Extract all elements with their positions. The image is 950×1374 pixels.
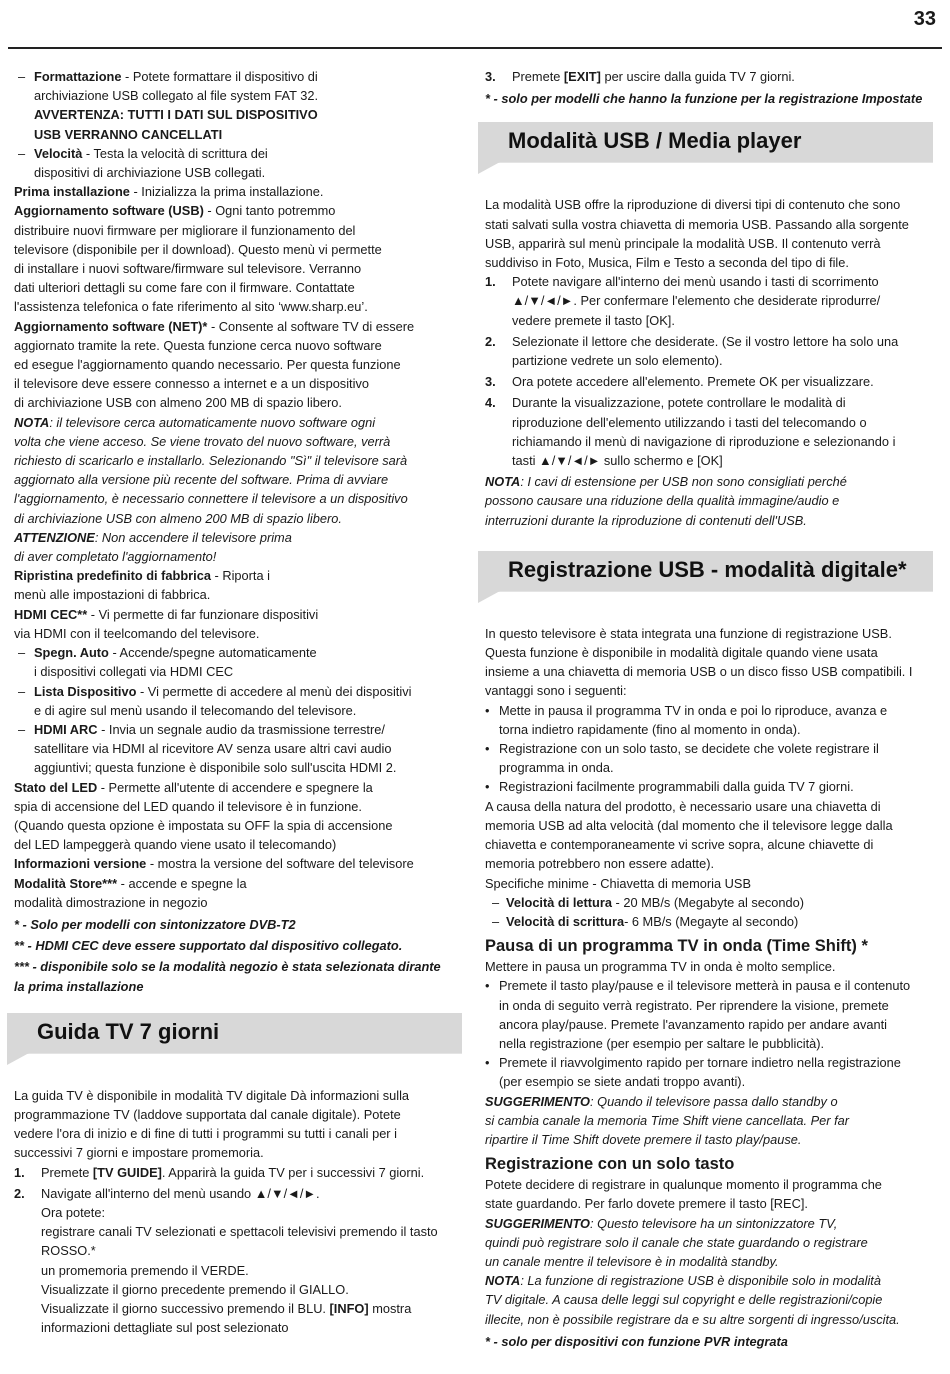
- subsection-title-pausa: Pausa di un programma TV in onda (Time Shift) *: [485, 937, 868, 956]
- menu-item-aggiornamento-usb: Aggiornamento software (USB) - Ogni tanto potremmo: [14, 203, 336, 219]
- list-item: • Mette in pausa il programma TV in onda e poi lo riproduce, avanza e torna indietro rapidamente (fino al momento in onda).: [485, 702, 888, 737]
- subsection-title-one-touch: Registrazione con un solo tasto: [485, 1155, 735, 1174]
- footnote-hdmi-cec: ** - HDMI CEC deve essere supportato dal dispositivo collegato.: [14, 938, 403, 954]
- spec-write-speed: – Velocità di scrittura- 6 MB/s (Megayte al secondo): [492, 913, 799, 929]
- list-item: • Premete il tasto play/pause e il televisore metterà in pausa e il contenuto in onda di seguito verrà registrato. Per riprendere la visione, premete ancora play/pause. Premete l'avanzamento rapido per andare avanti nella registrazione (per esempio per saltare le pubblicità).: [485, 978, 911, 1051]
- guide-step-2: 2. Navigate all'interno del menù usando ▲/▼/◄/►.: [14, 1185, 320, 1201]
- menu-item-formattazione: – Formattazione - Potete formattare il dispositivo di: [18, 69, 318, 84]
- section-header-guida-tv: [7, 1013, 462, 1054]
- spec-read-speed: – Velocità di lettura - 20 MB/s (Megabyte al secondo): [492, 894, 805, 910]
- usb-note: NOTA: I cavi di estensione per USB non sono consigliati perché: [485, 474, 847, 490]
- page-number: 33: [913, 8, 936, 30]
- section-title-guida-tv: Guida TV 7 giorni: [37, 1018, 220, 1044]
- menu-item-hdmi-arc: – HDMI ARC - Invia un segnale audio da trasmissione terrestre/: [18, 721, 385, 737]
- list-item: • Registrazione con un solo tasto, se decidete che volete registrare il programma in onda.: [485, 741, 879, 776]
- left-column: – Formattazione - Potete formattare il dispositivo di archiviazione USB collegato al file system FAT 32. AVVERTENZA: TUTTI I DATI SUL DISPOSITIVO USB VERRANNO CANCELLATI – Velocità - Testa la velocità di scrittura dei dispositivi di archiviazione USB collegati. Prima installazione - Inizializza la prima installazione. Aggiornamento software (USB) - Ogni tanto potremmo distribuire nuovi firmware per migliorare il funzionamento del televisore (disponibile per il download). Questo menù vi permette di installare i nuovi software/firmware sul televisore. Verranno dati ulteriori dettagli su come fare con il firmware. Contattate l'assistenza telefonica o fate riferimento al sito ‘www.sharp.eu’. Aggiornamento software (NET)* - Consente al software TV di essere aggiornato tramite la rete. Questa funzione cerca nuovo software ed esegue l'aggiornamento quando necessario. Per questa funzione il televisore deve essere connesso a internet e a un dispositivo di archiviazione USB con almeno 200 MB di spazio libero. NOTA: il televisore cerca automaticamente nuovo software ogni volta che viene acceso. Se viene trovato del nuovo software, verrà richiesto di scaricarlo e installarlo. Selezionando "Sì" il televisore sarà aggiornato alla versione più recente del software. Prima di avviare l'aggiornamento, è necessario connettere il televisore a un dispositivo di archiviazione USB con almeno 200 MB di spazio libero. ATTENZIONE: Non accendere il televisore prima di aver completato l'aggiornamento! Ripristina predefinito di fabbrica - Riporta i menù alle impostazioni di fabbrica. HDMI CEC** - Vi permette di far funzionare dispositivi via HDMI con il teelcomando del televisore. – Spegn. Auto - Accende/spegne automaticamente i dispositivi collegati via HDMI CEC – Lista Dispositivo - Vi permette di accedere al menù dei dispositivi e di agire sul menù usando il telecomando del televisore. – HDMI ARC - Invia un segnale audio da trasmissione terrestre/ satellitare via HDMI al ricevitore AV senza usare altri cavi audio aggiuntivi; questa funzione è disponibile solo sull'uscita HDMI 2. Stato del LED - Permette all'utente di accendere e spegnere la spia di accensione del LED quando il televisore è in funzione. (Quando questa opzione è impostata su OFF la spia di accensione del LED lampeggerà quando viene usato il telecomando) Informazioni versione - mostra la versione del software del televisore Modalità Store*** - accende e spegne la modalità dimostrazione in negozio * - Solo per modelli con sintonizzatore DVB-T2 ** - HDMI CEC deve essere supportato dal dispositivo collegato. *** - disponibile solo se la modalità negozio è stata selezionata dirante la prima installazione Guida TV 7 giorni La guida TV è disponibile in modalità TV digitale Dà informazioni sulla programmazione TV (laddove supportata dal canale digitale). Potete vedere l'ora di inizio e di fine di tutti i programmi su tutti i canali per i successivi 7 giorni e impostare promemoria. 1. Premete [TV GUIDE]. Apparirà la guida TV per i successivi 7 giorni. 2. Navigate all'interno del menù usando ▲/▼/◄/►. Ora potete: registrare canali TV selezionati e spettacoli televisivi premendo il tasto ROSSO.* un promemoria premendo il VERDE. Visualizzate il giorno precedente premendo il GIALLO. Visualizzate il giorno successivo premendo il BLU. [INFO] mostra informazioni dettagliate sul post selezionato: [14, 67, 462, 1337]
- list-item: • Premete il riavvolgimento rapido per tornare indietro nella registrazione (per esempio se siete andati troppo avanti).: [485, 1055, 901, 1090]
- menu-item-prima-installazione: Prima installazione - Inizializza la prima installazione.: [14, 184, 324, 200]
- footnote-store: *** - disponibile solo se la modalità negozio è stata selezionata dirante: [14, 959, 441, 975]
- menu-item-hdmi-cec: HDMI CEC** - Vi permette di far funzionare dispositivi: [14, 606, 319, 622]
- usb-step-2: 2. Selezionate il lettore che desiderate. (Se il vostro lettore ha solo una partizione vedrete un solo elemento).: [485, 333, 899, 369]
- header-rule: [8, 47, 942, 49]
- section-title-usb: Modalità USB / Media player: [508, 128, 802, 154]
- guide-step-1: 1. Premete [TV GUIDE]. Apparirà la guida TV per i successivi 7 giorni.: [14, 1164, 425, 1180]
- right-column: 3. Premete [EXIT] per uscire dalla guida TV 7 giorni. * - solo per modelli che hanno la funzione per la registrazione Impostate Modalità USB / Media player La modalità USB offre la riproduzione di diversi tipi di contenuto che sono stati salvati sulla vostra chiavetta di memoria USB. Passando alla sorgente USB, apparirà sul menù principale la modalità USB. Il contenuto verrà suddiviso in Foto, Musica, Film e Testo a seconda del tipo di file. 1. Potete navigare all'interno dei menù usando i tasti di scorrimento ▲/▼/◄/►. Per confermare l'elemento che desiderate riprodurre/ vedere premete il tasto [OK]. 2. Selezionate il lettore che desiderate. (Se il vostro lettore ha solo una partizione vedrete un solo elemento). 3. Ora potete accedere all'elemento. Premete OK per visualizzare. 4. Durante la visualizzazione, potete controllare le modalità di riproduzione dell'elemento utilizzando i tasti del telecomando o richiamando il menù di navigazione di riproduzione e selezionando i tasti ▲/▼/◄/► sullo schermo e [OK] NOTA: I cavi di estensione per USB non sono consigliati perché possono causare una riduzione della qualità immagine/audio e interruzioni durante la riproduzione di contenuti dell'USB. Registrazione USB - modalità digitale* In questo televisore è stata integrata una funzione di registrazione USB. Questa funzione è disponibile in modalità digitale quando viene usata insieme a una chiavetta di memoria USB o un disco fisso USB compatibili. I vantaggi sono i seguenti: • Mette in pausa il programma TV in onda e poi lo riproduce, avanza e torna indietro rapidamente (fino al momento in onda). • Registrazione con un solo tasto, se decidete che volete registrare il programma in onda. • Registrazioni facilmente programmabili dalla guida TV 7 giorni. A causa della natura del prodotto, è necessario usare una chiavetta di memoria USB ad alta velocità (dal momento che il televisore legge dalla chiavetta e contemporaneamente vi scrive sopra, alcune chiavette di memoria potrebbero non essere adatte). Specifiche minime - Chiavetta di memoria USB – Velocità di lettura - 20 MB/s (Megabyte al secondo) – Velocità di scrittura- 6 MB/s (Megayte al secondo) Pausa di un programma TV in onda (Time Shift) * Mettere in pausa un programma TV in onda è molto semplice. • Premete il tasto play/pause e il televisore metterà in pausa e il contenuto in onda di seguito verrà registrato. Per riprendere la visione, premete ancora play/pause. Premete l'avanzamento rapido per andare avanti nella registrazione (per esempio per saltare le pubblicità). • Premete il riavvolgimento rapido per tornare indietro nella registrazione (per esempio se siete andati troppo avanti). SUGGERIMENTO: Quando il televisore passa dallo standby o si cambia canale la memoria Time Shift viene cancellata. Per far ripartire il Time Shift dovete premere il tasto play/pause. Registrazione con un solo tasto Potete decidere di registrare in qualunque momento il programma che state guardando. Per farlo dovete premere il tasto [REC]. SUGGERIMENTO: Questo televisore ha un sintonizzatore TV, quindi può registrare solo il canale che state guardando o registrare un canale mentre il televisore è in modalità standby. NOTA: La funzione di registrazione USB è disponibile solo in modalità TV digitale. A causa delle leggi sul copyright e delle registrazioni/copie illecite, non è possibile registrare da e su altre sorgenti di ingresso/uscita. * - solo per dispositivi con funzione PVR integrata: [485, 67, 933, 1351]
- menu-item-velocita: – Velocità - Testa la velocità di scrittura dei: [18, 145, 268, 161]
- footnote-pvr: * - solo per dispositivi con funzione PVR integrata: [485, 1333, 788, 1349]
- section-header-usb: [478, 122, 933, 163]
- menu-item-spegn-auto: – Spegn. Auto - Accende/spegne automaticamente: [18, 645, 317, 661]
- usb-step-4: 4. Durante la visualizzazione, potete controllare le modalità di riproduzione dell'elemento utilizzando i tasti del telecomando o richiamando il menù di navigazione di riproduzione e selezionando i tasti ▲/▼/◄/► sullo schermo e [OK]: [485, 395, 896, 469]
- note-recording: NOTA: La funzione di registrazione USB è disponibile solo in modalità: [485, 1273, 881, 1289]
- attention-note: ATTENZIONE: Non accendere il televisore prima: [14, 529, 292, 545]
- usb-step-3: 3. Ora potete accedere all'elemento. Premete OK per visualizzare.: [485, 374, 874, 390]
- menu-item-lista-dispositivo: – Lista Dispositivo - Vi permette di accedere al menù dei dispositivi: [18, 683, 412, 699]
- menu-item-ripristina: Ripristina predefinito di fabbrica - Riporta i: [14, 568, 270, 584]
- list-item: • Registrazioni facilmente programmabili dalla guida TV 7 giorni.: [485, 779, 854, 795]
- section-title-registrazione: Registrazione USB - modalità digitale*: [508, 556, 907, 582]
- footnote-guide: * - solo per modelli che hanno la funzione per la registrazione Impostate: [485, 91, 923, 107]
- tip-recording: SUGGERIMENTO: Questo televisore ha un sintonizzatore TV,: [485, 1215, 838, 1231]
- footnote-dvbt2: * - Solo per modelli con sintonizzatore DVB-T2: [14, 916, 296, 932]
- note-update: NOTA: il televisore cerca automaticamente nuovo software ogni: [14, 414, 376, 430]
- menu-item-aggiornamento-net: Aggiornamento software (NET)* - Consente al software TV di essere: [14, 318, 415, 334]
- menu-item-info-versione: Informazioni versione - mostra la versione del software del televisore: [14, 856, 414, 872]
- menu-item-modalita-store: Modalità Store*** - accende e spegne la: [14, 875, 247, 891]
- menu-item-stato-led: Stato del LED - Permette all'utente di accendere e spegnere la: [14, 779, 373, 795]
- guide-step-3: 3. Premete [EXIT] per uscire dalla guida TV 7 giorni.: [485, 69, 795, 84]
- section-header-registrazione: [478, 551, 933, 592]
- tip-timeshift: SUGGERIMENTO: Quando il televisore passa dallo standby o: [485, 1093, 838, 1109]
- usb-step-1: 1. Potete navigare all'interno dei menù usando i tasti di scorrimento ▲/▼/◄/►. Per confermare l'elemento che desiderate riprodurre/ vedere premete il tasto [OK].: [485, 274, 881, 328]
